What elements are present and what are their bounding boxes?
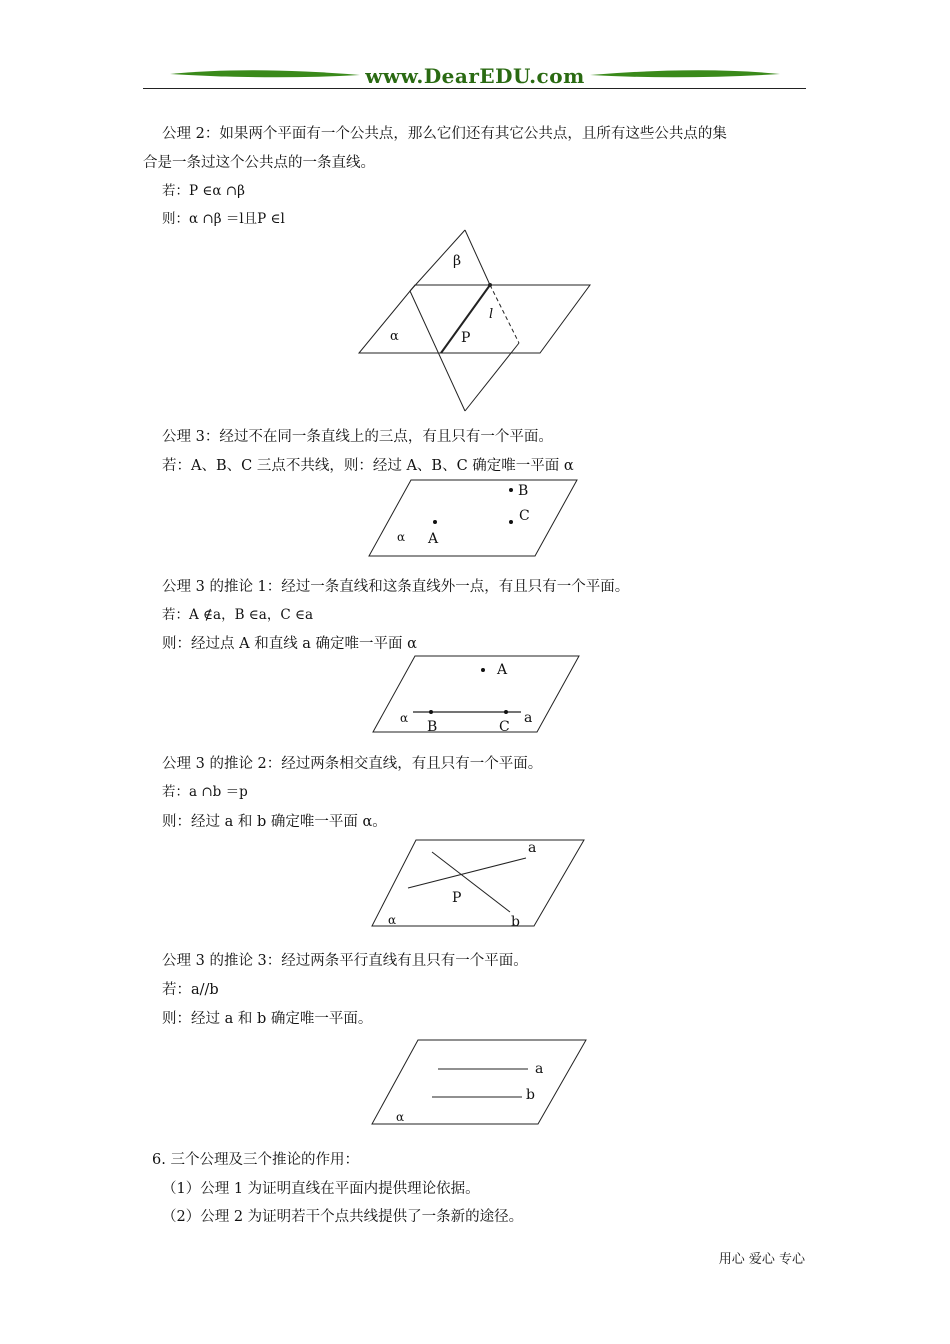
corollary2-line: 公理 3 的推论 2：经过两条相交直线，有且只有一个平面。 bbox=[162, 756, 543, 772]
corollary3-line: 公理 3 的推论 3：经过两条平行直线有且只有一个平面。 bbox=[162, 953, 528, 969]
label-alpha: α bbox=[390, 329, 399, 344]
label-P: P bbox=[461, 330, 471, 346]
figure-two-planes bbox=[355, 225, 595, 417]
label-alpha: α bbox=[388, 913, 397, 927]
label-a: a bbox=[535, 1061, 544, 1077]
logo-text: www.DearEDU.com bbox=[365, 64, 585, 88]
figure-three-points bbox=[365, 476, 580, 560]
label-A: A bbox=[497, 662, 508, 678]
label-A: A bbox=[428, 531, 439, 547]
footer-text: 用心 爱心 专心 bbox=[718, 1252, 805, 1267]
figure-parallel-lines bbox=[368, 1036, 590, 1128]
label-alpha: α bbox=[396, 1110, 405, 1124]
corollary2-then: 则：经过 a 和 b 确定唯一平面 α。 bbox=[162, 814, 387, 830]
label-C: C bbox=[519, 508, 530, 524]
axiom3-line: 公理 3：经过不在同一条直线上的三点，有且只有一个平面。 bbox=[162, 429, 553, 445]
axiom2-line1: 公理 2：如果两个平面有一个公共点，那么它们还有其它公共点，且所有这些公共点的集 bbox=[162, 126, 727, 142]
axiom2-if: 若：P ∈α ∩β bbox=[162, 183, 245, 199]
corollary1-then: 则：经过点 A 和直线 a 确定唯一平面 α bbox=[162, 636, 417, 652]
label-a: a bbox=[524, 710, 533, 726]
label-l: l bbox=[489, 307, 494, 322]
axiom3-if: 若：A、B、C 三点不共线，则：经过 A、B、C 确定唯一平面 α bbox=[162, 458, 574, 474]
label-a: a bbox=[528, 840, 537, 856]
corollary3-if: 若：a//b bbox=[162, 982, 219, 998]
label-C: C bbox=[499, 719, 510, 735]
label-B: B bbox=[518, 483, 529, 499]
corollary1-if: 若：A ∉a，B ∈a，C ∈a bbox=[162, 607, 313, 623]
figure-intersecting-lines bbox=[368, 836, 588, 930]
figure-line-and-point bbox=[369, 652, 583, 736]
label-b: b bbox=[511, 914, 520, 930]
label-beta: β bbox=[453, 253, 462, 269]
label-alpha: α bbox=[400, 711, 409, 725]
axiom2-line2: 合是一条过这个公共点的一条直线。 bbox=[143, 155, 375, 171]
label-b: b bbox=[526, 1087, 535, 1103]
corollary3-then: 则：经过 a 和 b 确定唯一平面。 bbox=[162, 1011, 373, 1027]
section6-item1: （1）公理 1 为证明直线在平面内提供理论依据。 bbox=[162, 1181, 480, 1197]
corollary1-line: 公理 3 的推论 1：经过一条直线和这条直线外一点，有且只有一个平面。 bbox=[162, 579, 630, 595]
section6-item2: （2）公理 2 为证明若干个点共线提供了一条新的途径。 bbox=[162, 1209, 524, 1225]
label-alpha: α bbox=[397, 530, 406, 544]
label-P: P bbox=[452, 890, 462, 906]
corollary2-if: 若：a ∩b ＝p bbox=[162, 784, 248, 800]
axiom2-then: 则：α ∩β ＝l且P ∈l bbox=[162, 211, 285, 227]
label-B: B bbox=[427, 719, 438, 735]
section6-title: 6. 三个公理及三个推论的作用： bbox=[152, 1152, 359, 1168]
header-rule bbox=[143, 88, 806, 89]
